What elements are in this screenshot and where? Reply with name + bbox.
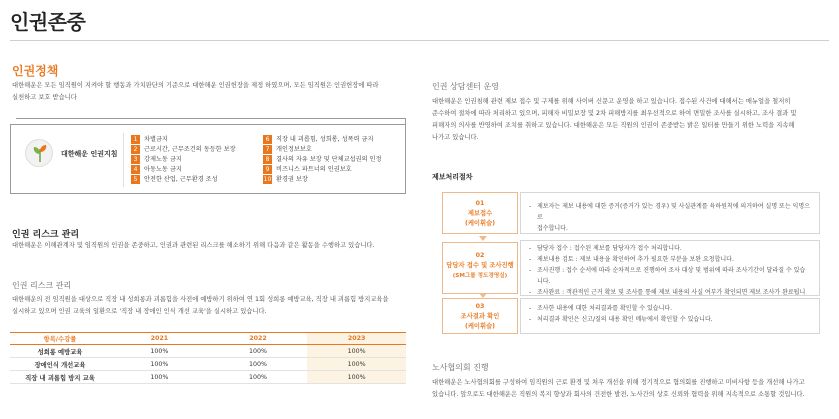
table-cell: 100%	[307, 345, 406, 358]
process-step-1	[442, 192, 518, 234]
step-sub: (케이휘슬)	[464, 323, 496, 330]
step-sub: (케이휘슬)	[464, 220, 496, 227]
step-title: 담당자 접수 및 조사진행	[446, 262, 514, 269]
charter-item-number: 4	[131, 165, 140, 174]
table-row	[10, 371, 406, 384]
charter-item	[263, 155, 381, 164]
charter-item-number: 9	[263, 165, 272, 174]
policy-body	[12, 80, 412, 104]
charter-item	[131, 165, 182, 174]
risk-body: 대한해운은 이해관계자 및 임직원의 인권을 존중하고, 인권과 관련된 리스크를 해소하기 위해 다음과 같은 활동을 수행하고 있습니다.	[12, 242, 375, 249]
labor-heading: 노사협의회 진행	[432, 363, 489, 372]
consult-heading: 인권 상담센터 운영	[432, 82, 499, 91]
table-cell: 100%	[110, 358, 209, 371]
charter-item	[131, 175, 218, 184]
consult-body	[432, 96, 832, 144]
charter-name: 대한해운 인권지침	[61, 150, 118, 158]
labor-body-line: 있습니다. 앞으로도 대한해운은 직원의 복지 향상과 회사의 건전한 발전, 노사간의 상호 신뢰와 협력을 위해 지속적으로 소통할 것입니다.	[432, 391, 805, 398]
policy-body-line: 실천하고 보호 받습니다	[12, 94, 77, 101]
risk-education-table	[10, 332, 406, 384]
step-desc-line: - 처리결과 확인은 신고/질의 내용 확인 메뉴에서 확인할 수 있습니다.	[529, 314, 811, 325]
risk-subheading: 인권 리스크 관리	[12, 281, 72, 290]
consult-body-line: 준수하여 절차에 따라 처리하고 있으며, 피해자 비밀보장 및 2차 피해방지를 최우선적으로 하여 면밀한 조사를 실시하고, 조사 결과 및	[432, 110, 797, 117]
consult-body-line: 피해자의 의사를 반영하여 조치를 취하고 있습니다. 대한해운은 모든 직원의 인권이 존중받는 밝은 일터를 만들기 위한 노력을 지속해	[432, 122, 795, 129]
step-number: 03	[475, 303, 485, 310]
table-cell: 100%	[307, 371, 406, 384]
charter-item-number: 10	[263, 176, 272, 183]
step-desc-line: - 제보내용 검토 : 제보 내용을 확인하여 추가 필요한 부분을 보완 요청합니다.	[529, 254, 811, 265]
risk-sub-body	[12, 294, 412, 318]
step-sub: (SM그룹 정도경영실)	[452, 273, 508, 279]
charter-item-number: 2	[131, 145, 140, 154]
column-header: 항목/수강률	[10, 333, 110, 345]
charter-item-label: 강제노동 금지	[144, 156, 182, 163]
process-step-3	[442, 298, 518, 334]
labor-body-line: 대한해운은 노사협의회를 구성하여 임직원의 근로 환경 및 처우 개선을 위해 정기적으로 협의회를 진행하고 미비사항 등을 개선해 나가고	[432, 379, 805, 386]
charter-item-label: 안전한 산업, 근무환경 조성	[144, 176, 218, 183]
step-title: 조사결과 확인	[460, 313, 500, 320]
step-desc-line: - 제보자는 제보 내용에 대한 증거(증거가 있는 경우) 및 사실관계를 육하원칙에 의거하여 실명 또는 익명으로	[529, 201, 811, 223]
charter-item-label: 결사의 자유 보장 및 단체교섭권의 인정	[276, 156, 382, 163]
table-cell: 100%	[209, 371, 308, 384]
charter-item-number: 1	[131, 135, 140, 144]
step-desc-line: 접수합니다.	[537, 225, 568, 232]
column-header: 2023	[307, 333, 406, 345]
policy-heading: 인권정책	[12, 64, 59, 78]
charter-item-number: 6	[263, 135, 272, 144]
consult-body-line: 나가고 있습니다.	[432, 134, 479, 141]
row-header: 장애인식 개선교육	[10, 358, 110, 371]
table-cell: 100%	[307, 358, 406, 371]
process-step-2-desc	[520, 240, 820, 296]
charter-item-label: 환경권 보장	[276, 176, 308, 183]
step-desc-line: - 조사한 내용에 대한 처리결과를 확인할 수 있습니다.	[529, 303, 811, 314]
charter-item	[131, 135, 168, 144]
process-heading: 제보처리절차	[432, 173, 473, 181]
risk-heading: 인권 리스크 관리	[12, 230, 80, 240]
charter-item	[131, 155, 182, 164]
charter-item-label: 직장 내 괴롭힘, 성희롱, 성폭력 금지	[276, 136, 374, 143]
charter-item	[263, 135, 373, 144]
column-header: 2022	[209, 333, 308, 345]
charter-item-label: 개인정보보호	[276, 146, 312, 153]
row-header: 직장 내 괴롭힘 방지 교육	[10, 371, 110, 384]
charter-item-label: 아동노동 금지	[144, 166, 182, 173]
table-cell: 100%	[110, 371, 209, 384]
charter-item-number: 8	[263, 155, 272, 164]
process-step-1-desc	[520, 192, 820, 234]
table-row	[10, 345, 406, 358]
charter-divider	[123, 133, 124, 187]
charter-item-label: 비즈니스 파트너의 인권보호	[276, 166, 352, 173]
table-header-row	[10, 333, 406, 345]
charter-item	[263, 145, 312, 154]
table-row	[10, 358, 406, 371]
column-header: 2021	[110, 333, 209, 345]
title-divider	[10, 40, 829, 41]
step-number: 02	[475, 252, 485, 259]
charter-item-label: 근로시간, 근무조건의 동등한 보장	[144, 146, 236, 153]
step-desc-line: - 조사완료 : 객관적인 근거 확보 및 조사를 통해 제보 내용의 사실 여부가 확인되면 제보 조사가 완료됩니	[529, 287, 811, 309]
policy-body-line: 대한해운은 모든 임직원이 지켜야 할 행동과 가치판단의 기준으로 대한해운 인권헌장을 제정 하였으며, 모든 임직원은 인권헌장에 따라	[12, 82, 379, 89]
table-cell: 100%	[209, 358, 308, 371]
charter-item-number: 5	[131, 175, 140, 184]
risk-sub-body-line: 대한해운의 전 임직원을 대상으로 직장 내 성희롱과 괴롭힘을 사전에 예방하기 위하여 연 1회 성희롱 예방교육, 직장 내 괴롭힘 방지교육을	[12, 296, 389, 303]
labor-body	[432, 377, 832, 401]
down-arrow-icon	[479, 236, 487, 241]
step-desc-line: - 담당자 접수 : 접수된 제보를 담당자가 접수 처리합니다.	[529, 243, 811, 254]
process-step-2	[442, 242, 518, 294]
charter-item-number: 3	[131, 155, 140, 164]
page-title: 인권존중	[10, 10, 86, 34]
leaf-logo-icon	[25, 139, 53, 167]
step-number: 01	[475, 200, 485, 207]
consult-body-line: 대한해운은 인권침해 관련 제보 접수 및 구제를 위해 사이버 신문고 운영을 하고 있습니다. 접수된 사건에 대해서는 매뉴얼을 철저히	[432, 98, 791, 105]
charter-item-number: 7	[263, 145, 272, 154]
step-title: 제보접수	[467, 210, 493, 217]
charter-box	[10, 124, 406, 194]
charter-item	[263, 165, 352, 174]
risk-sub-body-line: 실시하고 있으며 인권 교육의 일환으로 '직장 내 장애인 인식 개선 교육'을 실시하고 있습니다.	[12, 308, 267, 315]
process-step-3-desc	[520, 298, 820, 334]
row-header: 성희롱 예방교육	[10, 345, 110, 358]
charter-item-label: 차별금지	[144, 136, 168, 143]
charter-item	[263, 175, 308, 184]
table-cell: 100%	[110, 345, 209, 358]
table-cell: 100%	[209, 345, 308, 358]
step-desc-line: - 조사진행 : 접수 순서에 따라 순차적으로 진행하여 조사 대상 및 범위에 따라 조사기간이 달라질 수 있습니다.	[529, 265, 811, 287]
charter-item	[131, 145, 236, 154]
